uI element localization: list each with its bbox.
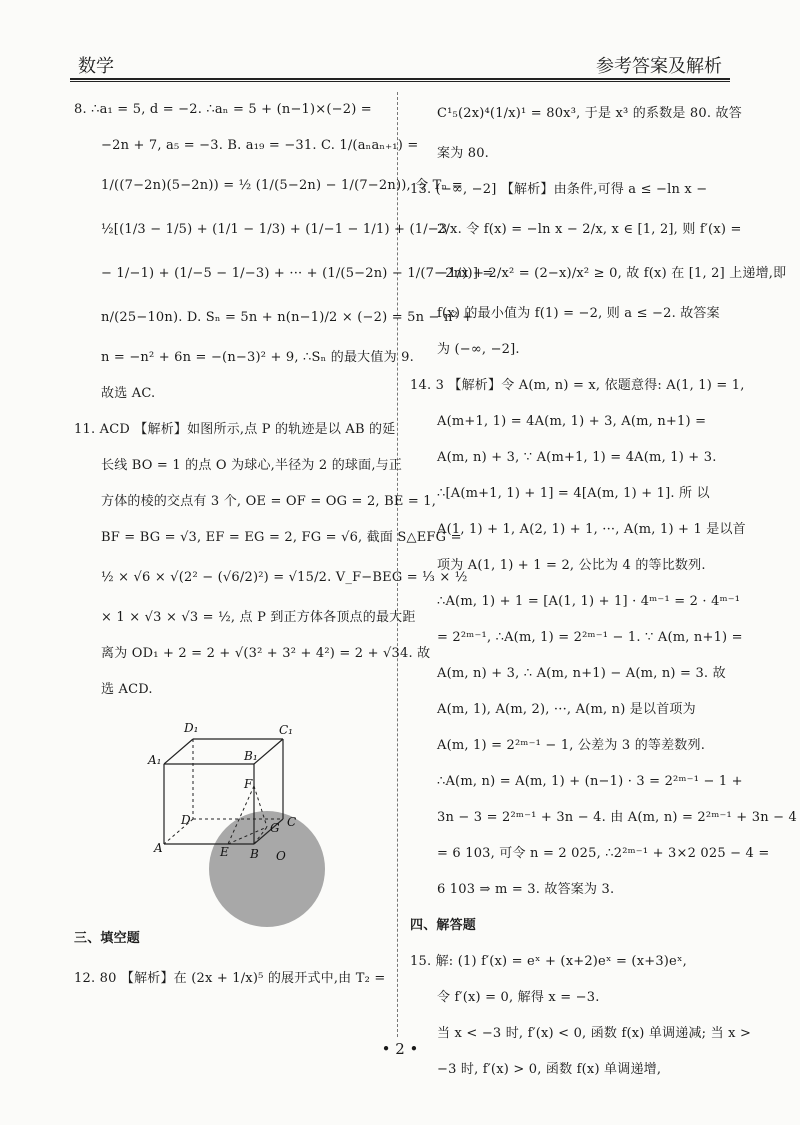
q14-line-7: ∴A(m, 1) + 1 = [A(1, 1) + 1] · 4ᵐ⁻¹ = 2 · 4ᵐ⁻¹ bbox=[437, 594, 741, 609]
document-title: 参考答案及解析 bbox=[596, 56, 722, 77]
q14-line-8: = 2²ᵐ⁻¹, ∴A(m, 1) = 2²ᵐ⁻¹ − 1. ∵ A(m, n+1) = bbox=[437, 630, 743, 645]
q14-line-13: 3n − 3 = 2²ᵐ⁻¹ + 3n − 4. 由 A(m, n) = 2²ᵐ⁻¹ + 3n − 4 bbox=[437, 810, 797, 825]
q11-line-4: BF = BG = √3, EF = EG = 2, FG = √6, 截面 S△EFG = bbox=[101, 530, 462, 545]
q11-line-1: 11. ACD 【解析】如图所示,点 P 的轨迹是以 AB 的延 bbox=[74, 422, 396, 437]
label-b1: B₁ bbox=[244, 749, 258, 763]
q14-line-5: A(1, 1) + 1, A(2, 1) + 1, ···, A(m, 1) + 1 是以首 bbox=[437, 522, 746, 537]
subject-title: 数学 bbox=[78, 56, 114, 77]
q11-line-8: 选 ACD. bbox=[101, 682, 153, 697]
q14-line-3: A(m, n) + 3, ∵ A(m+1, 1) = 4A(m, 1) + 3. bbox=[437, 450, 717, 465]
q8-line-2: −2n + 7, a₅ = −3. B. a₁₉ = −31. C. 1/(aₙaₙ₊₁) = bbox=[101, 138, 419, 153]
q15-line-3: 当 x < −3 时, f′(x) < 0, 函数 f(x) 单调递减; 当 x > bbox=[437, 1026, 752, 1041]
page-number: • 2 • bbox=[381, 1040, 419, 1058]
cube-sphere-figure bbox=[74, 716, 390, 921]
label-d1: D₁ bbox=[184, 721, 199, 735]
label-b: B bbox=[250, 847, 259, 861]
page-header bbox=[70, 52, 730, 80]
q14-line-1: 14. 3 【解析】令 A(m, n) = x, 依题意得: A(1, 1) = 1, bbox=[410, 378, 745, 393]
label-d: D bbox=[181, 813, 191, 827]
q8-line-1: 8. ∴a₁ = 5, d = −2. ∴aₙ = 5 + (n−1)×(−2) = bbox=[74, 102, 372, 117]
label-c: C bbox=[287, 815, 297, 829]
q12-line-3: 案为 80. bbox=[437, 146, 490, 161]
q12-line-1: 12. 80 【解析】在 (2x + 1/x)⁵ 的展开式中,由 T₂ = bbox=[74, 971, 386, 986]
label-a1: A₁ bbox=[148, 753, 162, 767]
q14-line-10: A(m, 1), A(m, 2), ···, A(m, n) 是以首项为 bbox=[437, 702, 696, 717]
q8-line-8: 故选 AC. bbox=[101, 386, 156, 401]
q8-line-4: ½[(1/3 − 1/5) + (1/1 − 1/3) + (1/−1 − 1/1) + (1/−3 bbox=[101, 222, 448, 237]
section-4-title: 四、解答题 bbox=[410, 918, 477, 933]
q13-line-3: −1/x + 2/x² = (2−x)/x² ≥ 0, 故 f(x) 在 [1, 2] 上递增,即 bbox=[437, 266, 787, 281]
label-c1: C₁ bbox=[279, 723, 293, 737]
label-e: E bbox=[220, 845, 229, 859]
q14-line-2: A(m+1, 1) = 4A(m, 1) + 3, A(m, n+1) = bbox=[437, 414, 707, 429]
label-a: A bbox=[154, 841, 163, 855]
sphere-section bbox=[209, 811, 325, 927]
cube-diagram bbox=[124, 716, 324, 921]
header-rule bbox=[70, 81, 730, 82]
q12-line-2: C¹₅(2x)⁴(1/x)¹ = 80x³, 于是 x³ 的系数是 80. 故答 bbox=[437, 106, 742, 121]
q14-line-4: ∴[A(m+1, 1) + 1] = 4[A(m, 1) + 1]. 所 以 bbox=[437, 486, 710, 501]
section-3-title: 三、填空题 bbox=[74, 931, 141, 946]
q8-line-7: n = −n² + 6n = −(n−3)² + 9, ∴Sₙ 的最大值为 9. bbox=[101, 350, 414, 365]
q13-line-4: f(x) 的最小值为 f(1) = −2, 则 a ≤ −2. 故答案 bbox=[437, 306, 720, 321]
q8-line-5: − 1/−1) + (1/−5 − 1/−3) + ··· + (1/(5−2n) − 1/(7−2n))] = bbox=[101, 266, 494, 281]
label-o: O bbox=[276, 849, 286, 863]
q14-line-15: 6 103 ⇒ m = 3. 故答案为 3. bbox=[437, 882, 615, 897]
q11-line-5: ½ × √6 × √(2² − (√6/2)²) = √15/2. V_F−BEG = ⅓ × ½ bbox=[101, 570, 468, 585]
q11-line-2: 长线 BO = 1 的点 O 为球心,半径为 2 的球面,与正 bbox=[101, 458, 403, 473]
right-column bbox=[410, 92, 797, 1088]
q14-line-9: A(m, n) + 3, ∴ A(m, n+1) − A(m, n) = 3. 故 bbox=[437, 666, 726, 681]
label-g: G bbox=[270, 821, 280, 835]
q11-line-3: 方体的棱的交点有 3 个, OE = OF = OG = 2, BE = 1, bbox=[101, 494, 437, 509]
q15-line-1: 15. 解: (1) f′(x) = eˣ + (x+2)eˣ = (x+3)eˣ, bbox=[410, 954, 687, 969]
q8-line-3: 1/((7−2n)(5−2n)) = ½ (1/(5−2n) − 1/(7−2n)), 令 Tₙ = bbox=[101, 178, 463, 193]
q14-line-14: = 6 103, 可令 n = 2 025, ∴2²ᵐ⁻¹ + 3×2 025 − 4 = bbox=[437, 846, 770, 861]
q14-line-11: A(m, 1) = 2²ᵐ⁻¹ − 1, 公差为 3 的等差数列. bbox=[437, 738, 706, 753]
q14-line-6: 项为 A(1, 1) + 1 = 2, 公比为 4 的等比数列. bbox=[437, 558, 706, 573]
label-f: F bbox=[244, 777, 253, 791]
q15-line-4: −3 时, f′(x) > 0, 函数 f(x) 单调递增, bbox=[437, 1062, 662, 1077]
q13-line-5: 为 (−∞, −2]. bbox=[437, 342, 520, 357]
q13-line-1: 13. (−∞, −2] 【解析】由条件,可得 a ≤ −ln x − bbox=[410, 182, 708, 197]
q8-line-6: n/(25−10n). D. Sₙ = 5n + n(n−1)/2 × (−2) = 5n − n² + bbox=[101, 310, 474, 325]
q11-line-6: × 1 × √3 × √3 = ½, 点 P 到正方体各顶点的最大距 bbox=[101, 610, 416, 625]
q13-line-2: 2/x. 令 f(x) = −ln x − 2/x, x ∈ [1, 2], 则 f′(x) = bbox=[437, 222, 742, 237]
q15-line-2: 令 f′(x) = 0, 解得 x = −3. bbox=[437, 990, 600, 1005]
q14-line-12: ∴A(m, n) = A(m, 1) + (n−1) · 3 = 2²ᵐ⁻¹ − 1 + bbox=[437, 774, 743, 789]
q11-line-7: 离为 OD₁ + 2 = 2 + √(3² + 3² + 4²) = 2 + √34. 故 bbox=[101, 646, 431, 661]
